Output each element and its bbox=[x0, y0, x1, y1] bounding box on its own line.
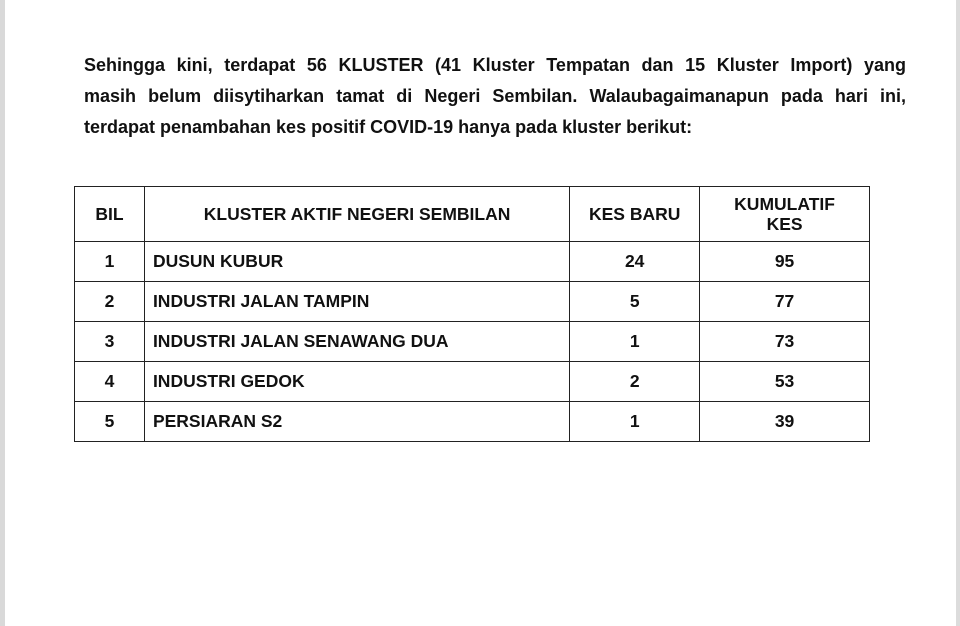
page-edge-right bbox=[956, 0, 960, 626]
table-header bbox=[75, 187, 870, 242]
cell-cluster: INDUSTRI JALAN TAMPIN bbox=[144, 282, 569, 322]
table-body bbox=[75, 242, 870, 442]
cell-new-cases: 24 bbox=[570, 242, 700, 282]
table-row bbox=[75, 402, 870, 442]
header-bil: BIL bbox=[75, 187, 145, 242]
cluster-table bbox=[74, 186, 870, 442]
intro-paragraph bbox=[84, 50, 906, 143]
cell-bil: 3 bbox=[75, 322, 145, 362]
cell-cumulative: 73 bbox=[700, 322, 870, 362]
cell-bil: 1 bbox=[75, 242, 145, 282]
cell-bil: 2 bbox=[75, 282, 145, 322]
cell-cumulative: 95 bbox=[700, 242, 870, 282]
cell-new-cases: 5 bbox=[570, 282, 700, 322]
cell-cumulative: 53 bbox=[700, 362, 870, 402]
table-row bbox=[75, 322, 870, 362]
intro-line: terdapat penambahan kes positif COVID-19 hanya pada kluster berikut: bbox=[84, 117, 693, 137]
header-cumulative-line1: KUMULATIF bbox=[734, 194, 835, 214]
cell-bil: 5 bbox=[75, 402, 145, 442]
cell-cluster: INDUSTRI JALAN SENAWANG DUA bbox=[144, 322, 569, 362]
intro-line: Sehingga kini, terdapat 56 KLUSTER (41 Kluster Tempatan dan 15 Kluster Import) yang bbox=[84, 55, 906, 75]
page-edge-left bbox=[0, 0, 5, 626]
cell-cumulative: 39 bbox=[700, 402, 870, 442]
header-new-cases: KES BARU bbox=[570, 187, 700, 242]
cell-new-cases: 1 bbox=[570, 322, 700, 362]
table-row bbox=[75, 282, 870, 322]
header-row bbox=[75, 187, 870, 242]
cell-new-cases: 2 bbox=[570, 362, 700, 402]
cell-bil: 4 bbox=[75, 362, 145, 402]
cell-cluster: PERSIARAN S2 bbox=[144, 402, 569, 442]
cell-cumulative: 77 bbox=[700, 282, 870, 322]
cell-cluster: INDUSTRI GEDOK bbox=[144, 362, 569, 402]
intro-line: masih belum diisytiharkan tamat di Negeri Sembilan. Walaubagaimanapun pada hari ini, bbox=[84, 86, 906, 106]
header-cumulative bbox=[700, 187, 870, 242]
header-cluster: KLUSTER AKTIF NEGERI SEMBILAN bbox=[144, 187, 569, 242]
table-row bbox=[75, 362, 870, 402]
table-row bbox=[75, 242, 870, 282]
cell-cluster: DUSUN KUBUR bbox=[144, 242, 569, 282]
cell-new-cases: 1 bbox=[570, 402, 700, 442]
header-cumulative-line2: KES bbox=[766, 214, 803, 234]
